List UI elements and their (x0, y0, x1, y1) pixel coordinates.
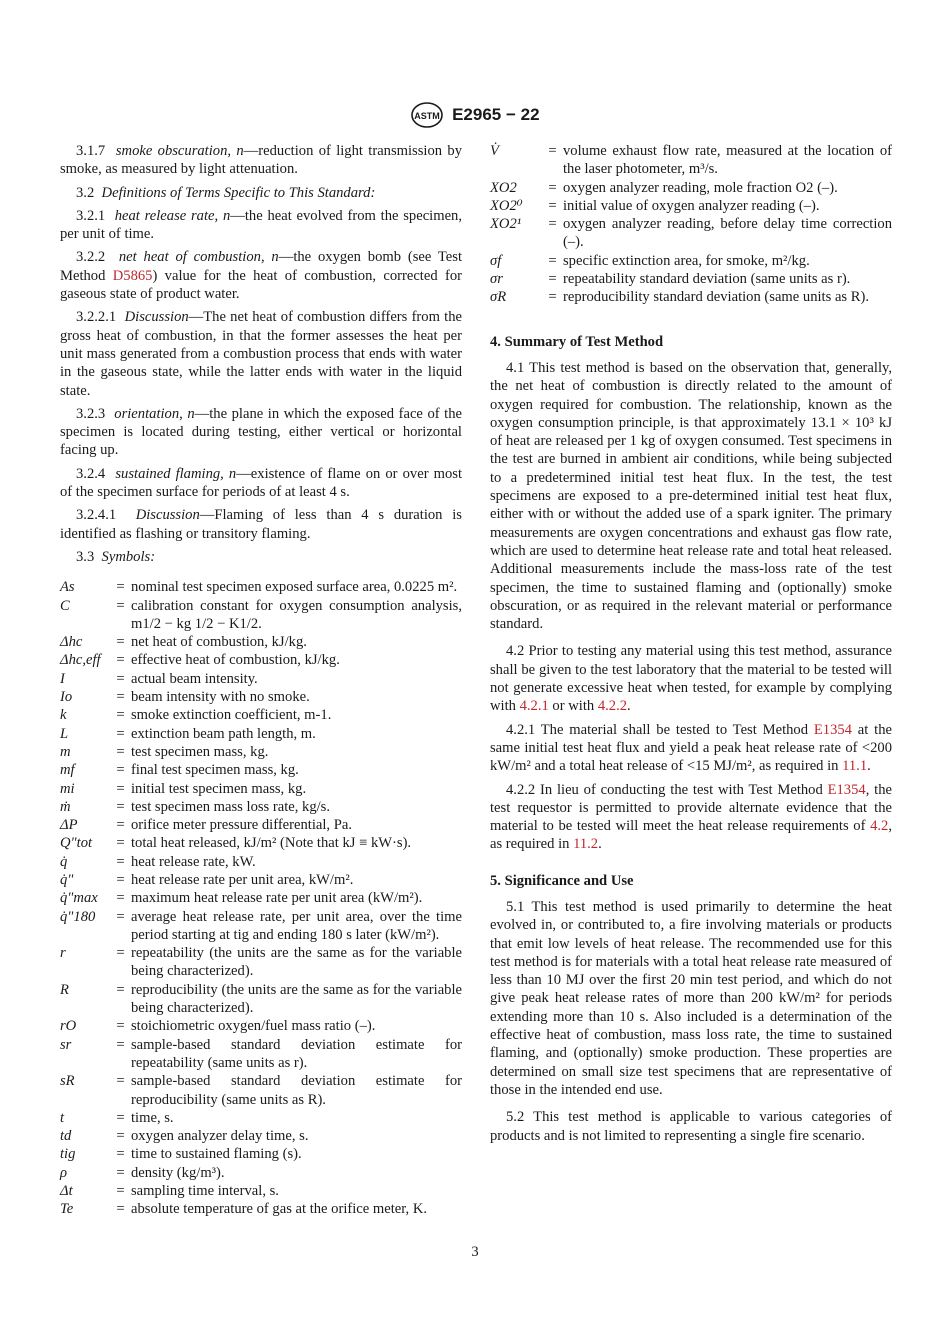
right-column (490, 142, 892, 1150)
link-e1354[interactable]: E1354 (827, 781, 866, 798)
section-3-3: 3.3 Symbols: (76, 548, 156, 565)
symbol-row: σR = reproducibility standard deviation (same units as R). (490, 289, 869, 306)
symbols-table-left (60, 578, 462, 1218)
symbol-row: As = nominal test specimen exposed surface area, 0.0225 m². (60, 579, 458, 596)
symbol-row: q̇ = heat release rate, kW. (60, 853, 256, 870)
astm-logo-icon (410, 100, 444, 130)
symbol-row: mf = final test specimen mass, kg. (60, 762, 299, 779)
symbol-row: Δhc = net heat of combustion, kJ/kg. (60, 634, 307, 651)
definition-3-2-3: 3.2.3 orientation, n—the plane in which the exposed face of the specimen is located during testing, either vertical or horizontal facing up. (60, 405, 462, 459)
page-header (0, 100, 950, 130)
standard-designation: E2965 − 22 (452, 105, 540, 124)
symbol-row: I = actual beam intensity. (60, 670, 258, 687)
symbol-row: Q"tot = total heat released, kJ/m² (Note that kJ ≡ kW·s). (60, 835, 412, 852)
definition-3-1-7: 3.1.7 smoke obscuration, n—reduction of light transmission by smoke, as measured by light attenuation. (60, 143, 462, 178)
link-4-2-1[interactable]: 4.2.1 (519, 698, 549, 715)
link-11-2[interactable]: 11.2 (573, 836, 599, 853)
symbol-row: C = calibration constant for oxygen consumption analysis, m1/2 − kg 1/2 − K1/2. (60, 597, 462, 632)
symbol-row: XO2⁰ = initial value of oxygen analyzer reading (–). (490, 197, 820, 214)
symbol-row: q̇" = heat release rate per unit area, kW/m². (60, 871, 354, 888)
symbol-row: sR = sample-based standard deviation estimate for reproducibility (same units as R). (60, 1073, 462, 1108)
symbol-row: Δhc,eff = effective heat of combustion, kJ/kg. (60, 652, 340, 669)
symbol-row: XO2¹ = oxygen analyzer reading, before delay time correction (–). (490, 216, 892, 251)
symbol-row: L = extinction beam path length, m. (60, 725, 316, 742)
symbol-row: q̇"180 = average heat release rate, per unit area, over the time period starting at tig and ending 180 s later (kW/m²). (60, 908, 462, 943)
definition-3-2-2: 3.2.2 net heat of combustion, n—the oxygen bomb (see Test Method D5865) value for the heat of combustion, corrected for gaseous state of product water. (60, 249, 463, 303)
symbol-row: σf = specific extinction area, for smoke, m²/kg. (490, 252, 810, 269)
symbol-row: Io = beam intensity with no smoke. (60, 689, 310, 706)
paragraph-4-2-2: 4.2.2 In lieu of conducting the test with Test Method E1354, the test requestor is permitted to provide alternate evidence that the material to be tested will meet the heat release requirements of 4.2, as required in 11.2. (490, 781, 892, 853)
symbol-row: ρ = density (kg/m³). (60, 1164, 225, 1181)
symbol-row: t = time, s. (60, 1109, 174, 1126)
symbol-row: mi = initial test specimen mass, kg. (60, 780, 307, 797)
symbol-row: sr = sample-based standard deviation estimate for repeatability (same units as r). (60, 1036, 462, 1071)
link-d5865[interactable]: D5865 (112, 267, 153, 284)
discussion-3-2-4-1: 3.2.4.1 Discussion—Flaming of less than 4 s duration is identified as flashing or transitory flaming. (60, 507, 462, 542)
page-number: 3 (471, 1244, 479, 1260)
left-column (60, 142, 462, 1219)
link-4-2-2[interactable]: 4.2.2 (597, 698, 628, 715)
section-heading-5: 5. Significance and Use (490, 872, 634, 889)
paragraph-4-2: 4.2 Prior to testing any material using this test method, assurance shall be given to the test laboratory that the material to be tested will not generate excessive heat when tested, for example by complying with 4.2.1 or with 4.2.2. (490, 643, 892, 715)
paragraph-5-1: 5.1 This test method is used primarily to determine the heat evolved in, or contributed to, a fire involving materials or products that emit low levels of heat release. The recommended use for this test method is for materials with a total heat release rate measured of less than 10 MJ over the first 20 min test period, and which do not give peak heat release rates of more than 200 kW/m² for periods extending more than 10 s. Also included is a determination of the effective heat of combustion, mass loss rate, the time to sustained flaming, and (optionally) smoke production. These properties are determined on small size test specimens that are representative of those in the intended end use. (490, 898, 892, 1098)
symbol-row: ṁ = test specimen mass loss rate, kg/s. (60, 798, 331, 815)
symbol-row: rO = stoichiometric oxygen/fuel mass ratio (–). (60, 1018, 376, 1035)
discussion-3-2-2-1: 3.2.2.1 Discussion—The net heat of combustion differs from the gross heat of combustion, in that the former assesses the heat per unit mass generated from a combustion process that ends with water in the gaseous state, while the latter ends with water in the liquid state. (60, 309, 462, 399)
link-e1354[interactable]: E1354 (813, 721, 852, 738)
symbol-row: σr = repeatability standard deviation (same units as r). (490, 271, 851, 288)
symbol-row: ΔP = orifice meter pressure differential, Pa. (60, 817, 352, 834)
svg-text:ASTM: ASTM (414, 111, 441, 121)
symbol-row: Te = absolute temperature of gas at the orifice meter, K. (60, 1201, 428, 1218)
definition-3-2-1: 3.2.1 heat release rate, n—the heat evolved from the specimen, per unit of time. (60, 207, 462, 243)
symbol-row: r = repeatability (the units are the same as for the variable being characterized). (60, 945, 462, 980)
symbol-row: tig = time to sustained flaming (s). (60, 1146, 302, 1163)
symbol-row: td = oxygen analyzer delay time, s. (60, 1128, 309, 1145)
symbol-row: Δt = sampling time interval, s. (60, 1183, 279, 1200)
section-heading-4: 4. Summary of Test Method (490, 333, 664, 350)
symbol-row: V̇ = volume exhaust flow rate, measured at the location of the laser photometer, m³/s. (490, 143, 892, 178)
definition-3-2-4: 3.2.4 sustained flaming, n—existence of flame on or over most of the specimen surface for periods of at least 4 s. (60, 465, 463, 501)
paragraph-4-1: 4.1 This test method is based on the observation that, generally, the net heat of combustion is directly related to the amount of oxygen required for combustion. The relationship, known as the oxygen consumption principle, is that approximately 13.1 × 10³ kJ of heat are released per 1 kg of oxygen consumed. Test specimens in the test are burned in ambient air conditions, while being subjected to a predetermined initial test heat flux. In the test, the test specimens are exposed to a pre-determined initial test heat flux, either with or without the added use of a spark igniter. The primary measurements are oxygen concentrations and exhaust gas flow rate, which are used to determine heat release rate and total heat released. Additional measurements include the mass-loss rate of the test specimen, the time to sustained flaming and (optionally) smoke obscuration, or as required in the relevant material or performance standard. (490, 359, 892, 633)
symbol-row: q̇"max = maximum heat release rate per unit area (kW/m²). (60, 890, 423, 907)
link-4-2[interactable]: 4.2 (870, 818, 889, 835)
paragraph-5-2: 5.2 This test method is applicable to various categories of products and is not limited to representing a single fire scenario. (490, 1109, 892, 1144)
symbol-row: m = test specimen mass, kg. (60, 743, 269, 760)
section-3-2: 3.2 Definitions of Terms Specific to This Standard: (76, 184, 376, 201)
symbol-row: R = reproducibility (the units are the same as for the variable being characterized). (60, 981, 462, 1017)
link-11-1[interactable]: 11.1 (842, 758, 868, 775)
paragraph-4-2-1: 4.2.1 The material shall be tested to Test Method E1354 at the same initial test heat flux and yield a peak heat release rate of <200 kW/m² and a total heat release of <15 MJ/m², as required in 11.1. (490, 721, 892, 775)
symbol-row: k = smoke extinction coefficient, m-1. (60, 707, 332, 724)
symbols-table-right (490, 142, 892, 307)
symbol-row: XO2 = oxygen analyzer reading, mole fraction O2 (–). (490, 179, 838, 196)
